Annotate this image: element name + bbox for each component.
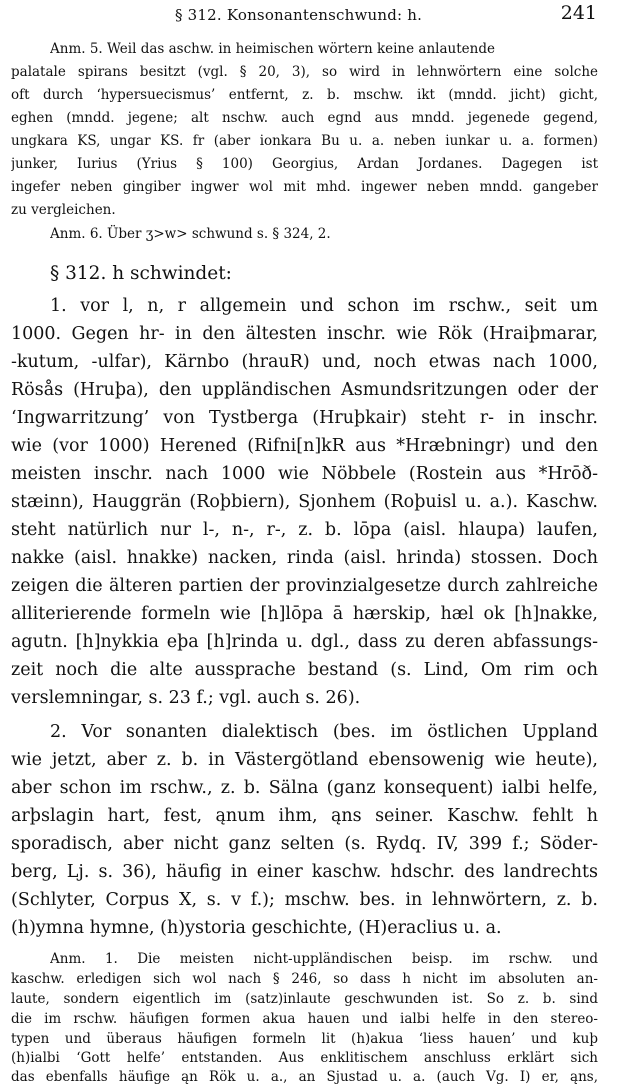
para1-line-10: nakke (aisl. hnakke) nacken, rinda (aisl. hrinda) stossen. Doch: [11, 548, 598, 568]
para2-line-7: (Schlyter, Corpus X, s. v f.); mschw. bes. in lehnwörtern, z. b.: [11, 890, 598, 910]
note1-line-4: die im rschw. häufigen formen akua hauen und ialbi helfe in den stereo-: [11, 1011, 598, 1027]
para1-line-13: agutn. [h]nykkia eþa [h]rinda u. dgl., dass zu deren abfassungs-: [11, 632, 598, 652]
para1-line-4: Rösås (Hruþa), den uppländischen Asmundsritzungen oder der: [11, 380, 598, 400]
para1-line-14: zeit noch die alte aussprache bestand (s. Lind, Om rim och: [11, 660, 598, 680]
note1-line-1: Anm. 1. Die meisten nicht-uppländischen beisp. im rschw. und: [50, 951, 598, 967]
note6-line: Anm. 6. Über ʒ>w> schwund s. § 324, 2.: [50, 226, 331, 242]
page-number: 241: [560, 2, 597, 24]
note1-line-6: (h)ialbi ‘Gott helfe’ entstanden. Aus enklitischem anschluss erklärt sich: [11, 1050, 598, 1066]
para1-line-7: meisten inschr. nach 1000 wie Nöbbele (Rostein aus *Hrōð-: [11, 464, 598, 484]
note1-line-2: kaschw. erledigen sich wol nach § 246, so dass h nicht im absoluten an-: [11, 971, 598, 987]
para2-line-3: aber schon im rschw., z. b. Sälna (ganz konsequent) ialbi helfe,: [11, 778, 598, 798]
note5-line-1: Anm. 5. Weil das aschw. in heimischen wörtern keine anlautende: [50, 41, 495, 57]
para2-line-6: berg, Lj. s. 36), häufig in einer kaschw. hdschr. des landrechts: [11, 862, 598, 882]
note1-line-7: das ebenfalls häufige ąn Rök u. a., an Sjustad u. a. (auch Vg. I) er, ąns,: [11, 1069, 598, 1085]
para2-line-8: (h)ymna hymne, (h)ystoria geschichte, (H)eraclius u. a.: [11, 918, 502, 938]
para2-line-1: 2. Vor sonanten dialektisch (bes. im östlichen Uppland: [50, 722, 598, 742]
para1-line-12: alliterierende formeln wie [h]lōpa ā hærskip, hæl ok [h]nakke,: [11, 604, 598, 624]
note1-line-5: typen und überaus häufigen formeln lit (h)akua ‘liess hauen’ und kuþ: [11, 1031, 598, 1047]
para1-line-5: ‘Ingwarritzung’ von Tystberga (Hruþkair) steht r- in inschr.: [11, 408, 598, 428]
para1-line-11: zeigen die älteren partien der provinzialgesetze durch zahlreiche: [11, 576, 598, 596]
running-header: [0, 2, 621, 28]
note5-line-4: eghen (mndd. jegene; alt nschw. auch egnd aus mndd. jegenede gegend,: [11, 110, 598, 126]
para1-line-2: 1000. Gegen hr- in den ältesten inschr. wie Rök (Hraiþmarar,: [11, 324, 598, 344]
para1-line-9: steht natürlich nur l-, n-, r-, z. b. lōpa (aisl. hlaupa) laufen,: [11, 520, 598, 540]
para2-line-4: arþslagin hart, fest, ąnum ihm, ąns seiner. Kaschw. fehlt h: [11, 806, 598, 826]
note5-line-8: zu vergleichen.: [11, 202, 116, 218]
para2-line-2: wie jetzt, aber z. b. in Västergötland ebensowenig wie heute),: [11, 750, 598, 770]
para1-line-3: -kutum, -ulfar), Kärnbo (hrauR) und, noch etwas nach 1000,: [11, 352, 598, 372]
note5-line-2: palatale spirans besitzt (vgl. § 20, 3), so wird in lehnwörtern eine solche: [11, 64, 598, 80]
para1-line-6: wie (vor 1000) Herened (Rifni[n]kR aus *Hræbningr) und den: [11, 436, 598, 456]
para2-line-5: sporadisch, aber nicht ganz selten (s. Rydq. IV, 399 f.; Söder-: [11, 834, 598, 854]
note5-line-7: ingefer neben gingiber ingwer wol mit mhd. ingewer neben mndd. gangeber: [11, 179, 598, 195]
para1-line-15: verslemningar, s. 23 f.; vgl. auch s. 26).: [11, 688, 361, 708]
section-heading: § 312. h schwindet:: [50, 263, 232, 284]
note5-line-3: oft durch ‘hypersuecismus’ entfernt, z. b. mschw. ikt (mndd. jicht) gicht,: [11, 87, 598, 103]
note1-line-3: laute, sondern eigentlich im (satz)inlaute geschwunden ist. So z. b. sind: [11, 991, 598, 1007]
para1-line-8: stæinn), Hauggrän (Roþbiern), Sjonhem (Roþuisl u. a.). Kaschw.: [11, 492, 598, 512]
para1-line-1: 1. vor l, n, r allgemein und schon im rschw., seit um: [50, 296, 598, 316]
note5-line-5: ungkara KS, ungar KS. fr (aber ionkara Bu u. a. neben iunkar u. a. formen): [11, 133, 598, 149]
note5-line-6: junker, Iurius (Yrius § 100) Georgius, Ardan Jordanes. Dagegen ist: [11, 156, 598, 172]
header-title: § 312. Konsonantenschwund: h.: [175, 6, 423, 24]
